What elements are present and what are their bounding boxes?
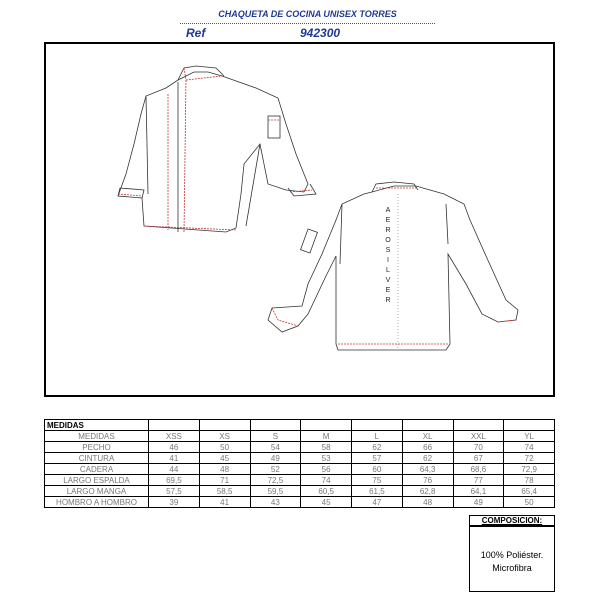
cell: 69,5 <box>149 475 200 486</box>
cell: 70 <box>453 442 504 453</box>
ref-label: Ref <box>186 26 206 40</box>
size-header: S <box>250 431 301 442</box>
back-print-letter: E <box>385 287 391 294</box>
back-print-letter: R <box>385 227 391 234</box>
table-row <box>45 453 555 464</box>
size-header: M <box>301 431 352 442</box>
back-print-text <box>385 207 391 304</box>
size-header: XL <box>402 431 453 442</box>
cell: 49 <box>453 497 504 508</box>
table-title-row <box>45 420 555 431</box>
cell: 68,6 <box>453 464 504 475</box>
cell: 43 <box>250 497 301 508</box>
cell: 75 <box>352 475 403 486</box>
cell: 60,5 <box>301 486 352 497</box>
cell: 58 <box>301 442 352 453</box>
table-row <box>45 486 555 497</box>
cell: 61,5 <box>352 486 403 497</box>
cell: 66 <box>402 442 453 453</box>
cell: 74 <box>301 475 352 486</box>
table-title: MEDIDAS <box>45 420 149 431</box>
table-row <box>45 442 555 453</box>
ref-value: 942300 <box>300 26 341 40</box>
cell: 62,8 <box>402 486 453 497</box>
row-label: CINTURA <box>45 453 149 464</box>
cell: 72 <box>504 453 555 464</box>
back-print-letter: A <box>385 207 391 214</box>
measurements-table <box>44 419 555 508</box>
cell: 71 <box>199 475 250 486</box>
row-label: HOMBRO A HOMBRO <box>45 497 149 508</box>
table-row <box>45 475 555 486</box>
composition-line: Microfibra <box>492 563 532 573</box>
cell: 64,1 <box>453 486 504 497</box>
cell: 72,5 <box>250 475 301 486</box>
cell: 54 <box>250 442 301 453</box>
cell: 67 <box>453 453 504 464</box>
document-title: CHAQUETA DE COCINA UNISEX TORRES <box>218 9 397 19</box>
row-label: LARGO ESPALDA <box>45 475 149 486</box>
cell: 41 <box>199 497 250 508</box>
cell: 62 <box>402 453 453 464</box>
composition-line: 100% Poliéster. <box>480 550 544 560</box>
jacket-front-view <box>118 66 316 232</box>
back-print-letter: S <box>385 247 391 254</box>
back-print-letter: R <box>385 297 391 304</box>
cell: 57 <box>352 453 403 464</box>
size-header-row <box>45 431 555 442</box>
cell: 50 <box>199 442 250 453</box>
cell: 56 <box>301 464 352 475</box>
row-label: LARGO MANGA <box>45 486 149 497</box>
cell: 45 <box>199 453 250 464</box>
cell: 64,3 <box>402 464 453 475</box>
cell: 48 <box>199 464 250 475</box>
cell: 50 <box>504 497 555 508</box>
back-print-letter: V <box>385 277 391 284</box>
composition-box <box>469 526 555 592</box>
back-print-letter: O <box>385 237 391 244</box>
row-label: CADERA <box>45 464 149 475</box>
back-print-letter: L <box>386 267 390 274</box>
cell: 39 <box>149 497 200 508</box>
table-row <box>45 464 555 475</box>
composition-title: COMPOSICION: <box>469 515 555 526</box>
size-header: YL <box>504 431 555 442</box>
cell: 77 <box>453 475 504 486</box>
jacket-back-view <box>268 182 518 350</box>
cell: 60 <box>352 464 403 475</box>
cell: 44 <box>149 464 200 475</box>
cell: 52 <box>250 464 301 475</box>
size-header: XS <box>199 431 250 442</box>
cell: 45 <box>301 497 352 508</box>
cell: 49 <box>250 453 301 464</box>
technical-drawing-frame <box>44 42 555 397</box>
cell: 58,5 <box>199 486 250 497</box>
cell: 65,4 <box>504 486 555 497</box>
jacket-drawing <box>46 44 557 399</box>
cell: 62 <box>352 442 403 453</box>
cell: 74 <box>504 442 555 453</box>
back-print-letter: I <box>387 257 389 264</box>
cell: 78 <box>504 475 555 486</box>
cell: 57,5 <box>149 486 200 497</box>
cell: 76 <box>402 475 453 486</box>
cell: 46 <box>149 442 200 453</box>
size-header: XSS <box>149 431 200 442</box>
back-print-letter: E <box>385 217 391 224</box>
cell: 48 <box>402 497 453 508</box>
size-header: L <box>352 431 403 442</box>
title-underline <box>180 23 435 24</box>
cell: 47 <box>352 497 403 508</box>
cell: 41 <box>149 453 200 464</box>
row-label: MEDIDAS <box>45 431 149 442</box>
size-header: XXL <box>453 431 504 442</box>
table-row <box>45 497 555 508</box>
row-label: PECHO <box>45 442 149 453</box>
cell: 59,5 <box>250 486 301 497</box>
cell: 53 <box>301 453 352 464</box>
cell: 72,9 <box>504 464 555 475</box>
